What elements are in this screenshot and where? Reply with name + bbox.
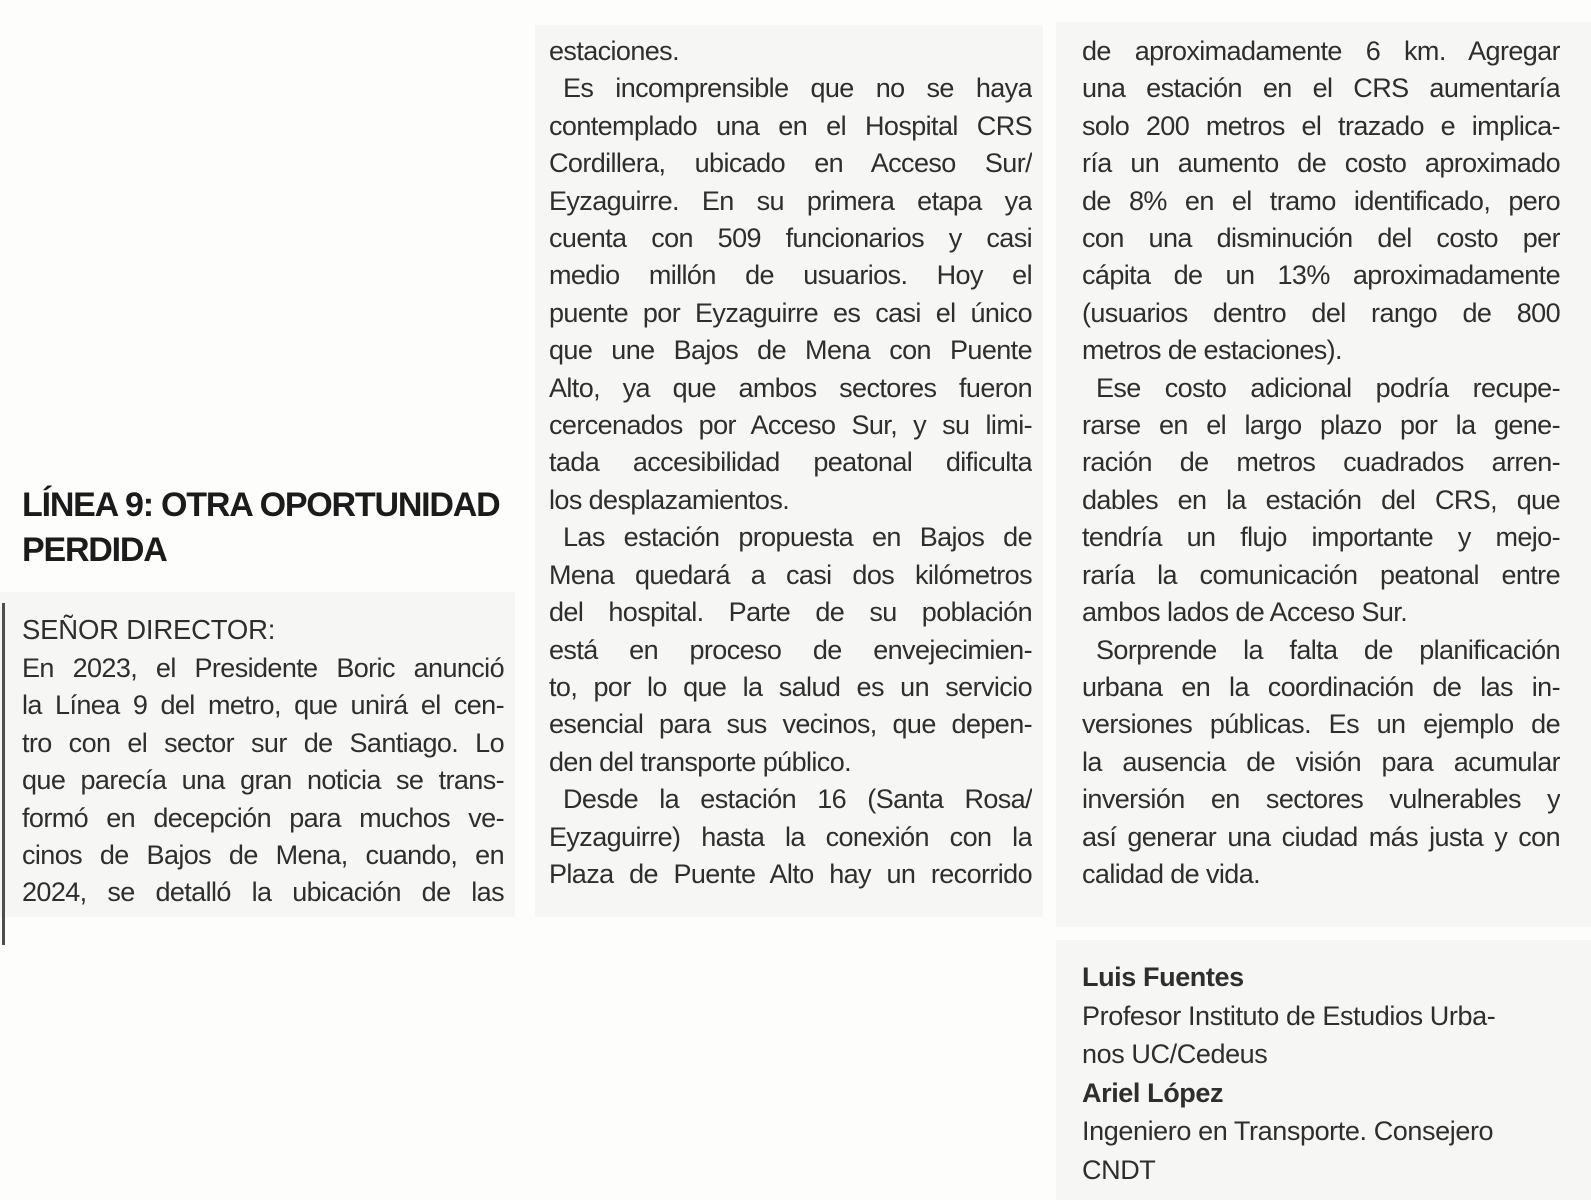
text-line: contemplado una en el Hospital CRS — [549, 110, 1032, 141]
text-line: la Línea 9 del metro, que unirá el cen- — [22, 690, 504, 721]
text-line: 2024, se detalló la ubicación de las — [22, 877, 504, 908]
text-line: Las estación propuesta en Bajos de — [563, 522, 1032, 553]
text-line: tro con el sector sur de Santiago. Lo — [22, 727, 504, 758]
text-line: Ese costo adicional podría recupe- — [1096, 372, 1560, 403]
text-line: Cordillera, ubicado en Acceso Sur/ — [549, 148, 1032, 179]
text-line: raría la comunicación peatonal entre — [1082, 559, 1560, 590]
text-line: (usuarios dentro del rango de 800 — [1082, 297, 1560, 328]
text-line: Eyzaguirre) hasta la conexión con la — [549, 821, 1032, 852]
text-line: urbana en la coordinación de las in- — [1082, 671, 1560, 702]
left-margin-rule — [2, 603, 5, 945]
text-line: to, por lo que la salud es un servicio — [549, 671, 1032, 702]
text-line: En 2023, el Presidente Boric anunció — [22, 653, 504, 683]
text-line: ría un aumento de costo aproximado — [1082, 148, 1560, 179]
text-line: Eyzaguirre. En su primera etapa ya — [549, 185, 1032, 216]
signature-line: Profesor Instituto de Estudios Urba- — [1082, 1000, 1496, 1031]
text-line: metros de estaciones). — [1082, 335, 1342, 366]
text-line: medio millón de usuarios. Hoy el — [549, 260, 1032, 291]
text-line: puente por Eyzaguirre es casi el único — [549, 297, 1032, 328]
text-line: los desplazamientos. — [549, 484, 790, 515]
text-line: cuenta con 509 funcionarios y casi — [549, 223, 1032, 254]
signature-line: nos UC/Cedeus — [1082, 1039, 1268, 1069]
text-line: solo 200 metros el trazado e implica- — [1082, 110, 1560, 141]
text-line: la ausencia de visión para acumular — [1082, 746, 1560, 777]
text-line: del hospital. Parte de su población — [549, 597, 1032, 628]
text-line: Mena quedará a casi dos kilómetros — [549, 559, 1032, 590]
salutation: SEÑOR DIRECTOR: — [22, 614, 276, 645]
text-line: ración de metros cuadrados arren- — [1082, 447, 1560, 478]
signature-line: Luis Fuentes — [1082, 962, 1244, 992]
text-line: está en proceso de envejecimien- — [549, 634, 1032, 665]
signature-block — [1082, 958, 1560, 1189]
text-line: versiones públicas. Es un ejemplo de — [1082, 709, 1560, 740]
text-line: cápita de un 13% aproximadamente — [1082, 260, 1560, 291]
column-middle — [549, 33, 1032, 893]
text-line: que une Bajos de Mena con Puente — [549, 335, 1032, 366]
letter-title-line: PERDIDA — [22, 531, 167, 569]
text-line: Desde la estación 16 (Santa Rosa/ — [563, 784, 1032, 815]
text-line: así generar una ciudad más justa y con — [1082, 821, 1560, 852]
column-left — [22, 483, 504, 912]
text-line: tendría un flujo importante y mejo- — [1082, 522, 1560, 553]
letter-title-line: LÍNEA 9: OTRA OPORTUNIDAD — [22, 486, 500, 524]
signature-line: Ingeniero en Transporte. Consejero — [1082, 1116, 1494, 1146]
text-line: esencial para sus vecinos, que depen- — [549, 709, 1032, 740]
text-line: de 8% en el tramo identificado, pero — [1082, 185, 1560, 216]
text-line: de aproximadamente 6 km. Agregar — [1082, 36, 1560, 66]
text-line: Sorprende la falta de planificación — [1096, 634, 1560, 665]
text-line: dables en la estación del CRS, que — [1082, 484, 1560, 515]
text-line: que parecía una gran noticia se trans- — [22, 765, 504, 796]
text-line: formó en decepción para muchos ve- — [22, 802, 504, 833]
text-line: Alto, ya que ambos sectores fueron — [549, 372, 1032, 403]
signature-line: CNDT — [1082, 1154, 1156, 1185]
left-column-body — [22, 650, 504, 912]
text-line: cercenados por Acceso Sur, y su limi- — [549, 410, 1032, 441]
signature-line: Ariel López — [1082, 1077, 1224, 1108]
text-line: con una disminución del costo per — [1082, 223, 1560, 254]
text-line: estaciones. — [549, 36, 679, 66]
text-line: inversión en sectores vulnerables y — [1082, 784, 1560, 815]
text-line: rarse en el largo plazo por la gene- — [1082, 410, 1560, 441]
column-right — [1082, 33, 1560, 893]
letter-title — [22, 483, 504, 573]
text-line: Plaza de Puente Alto hay un recorrido — [549, 858, 1032, 889]
text-line: den del transporte público. — [549, 746, 852, 777]
text-line: cinos de Bajos de Mena, cuando, en — [22, 840, 504, 871]
text-line: calidad de vida. — [1082, 858, 1261, 889]
text-line: una estación en el CRS aumentaría — [1082, 73, 1560, 104]
text-line: tada accesibilidad peatonal dificulta — [549, 447, 1032, 478]
text-line: ambos lados de Acceso Sur. — [1082, 597, 1408, 628]
text-line: Es incomprensible que no se haya — [563, 73, 1032, 104]
